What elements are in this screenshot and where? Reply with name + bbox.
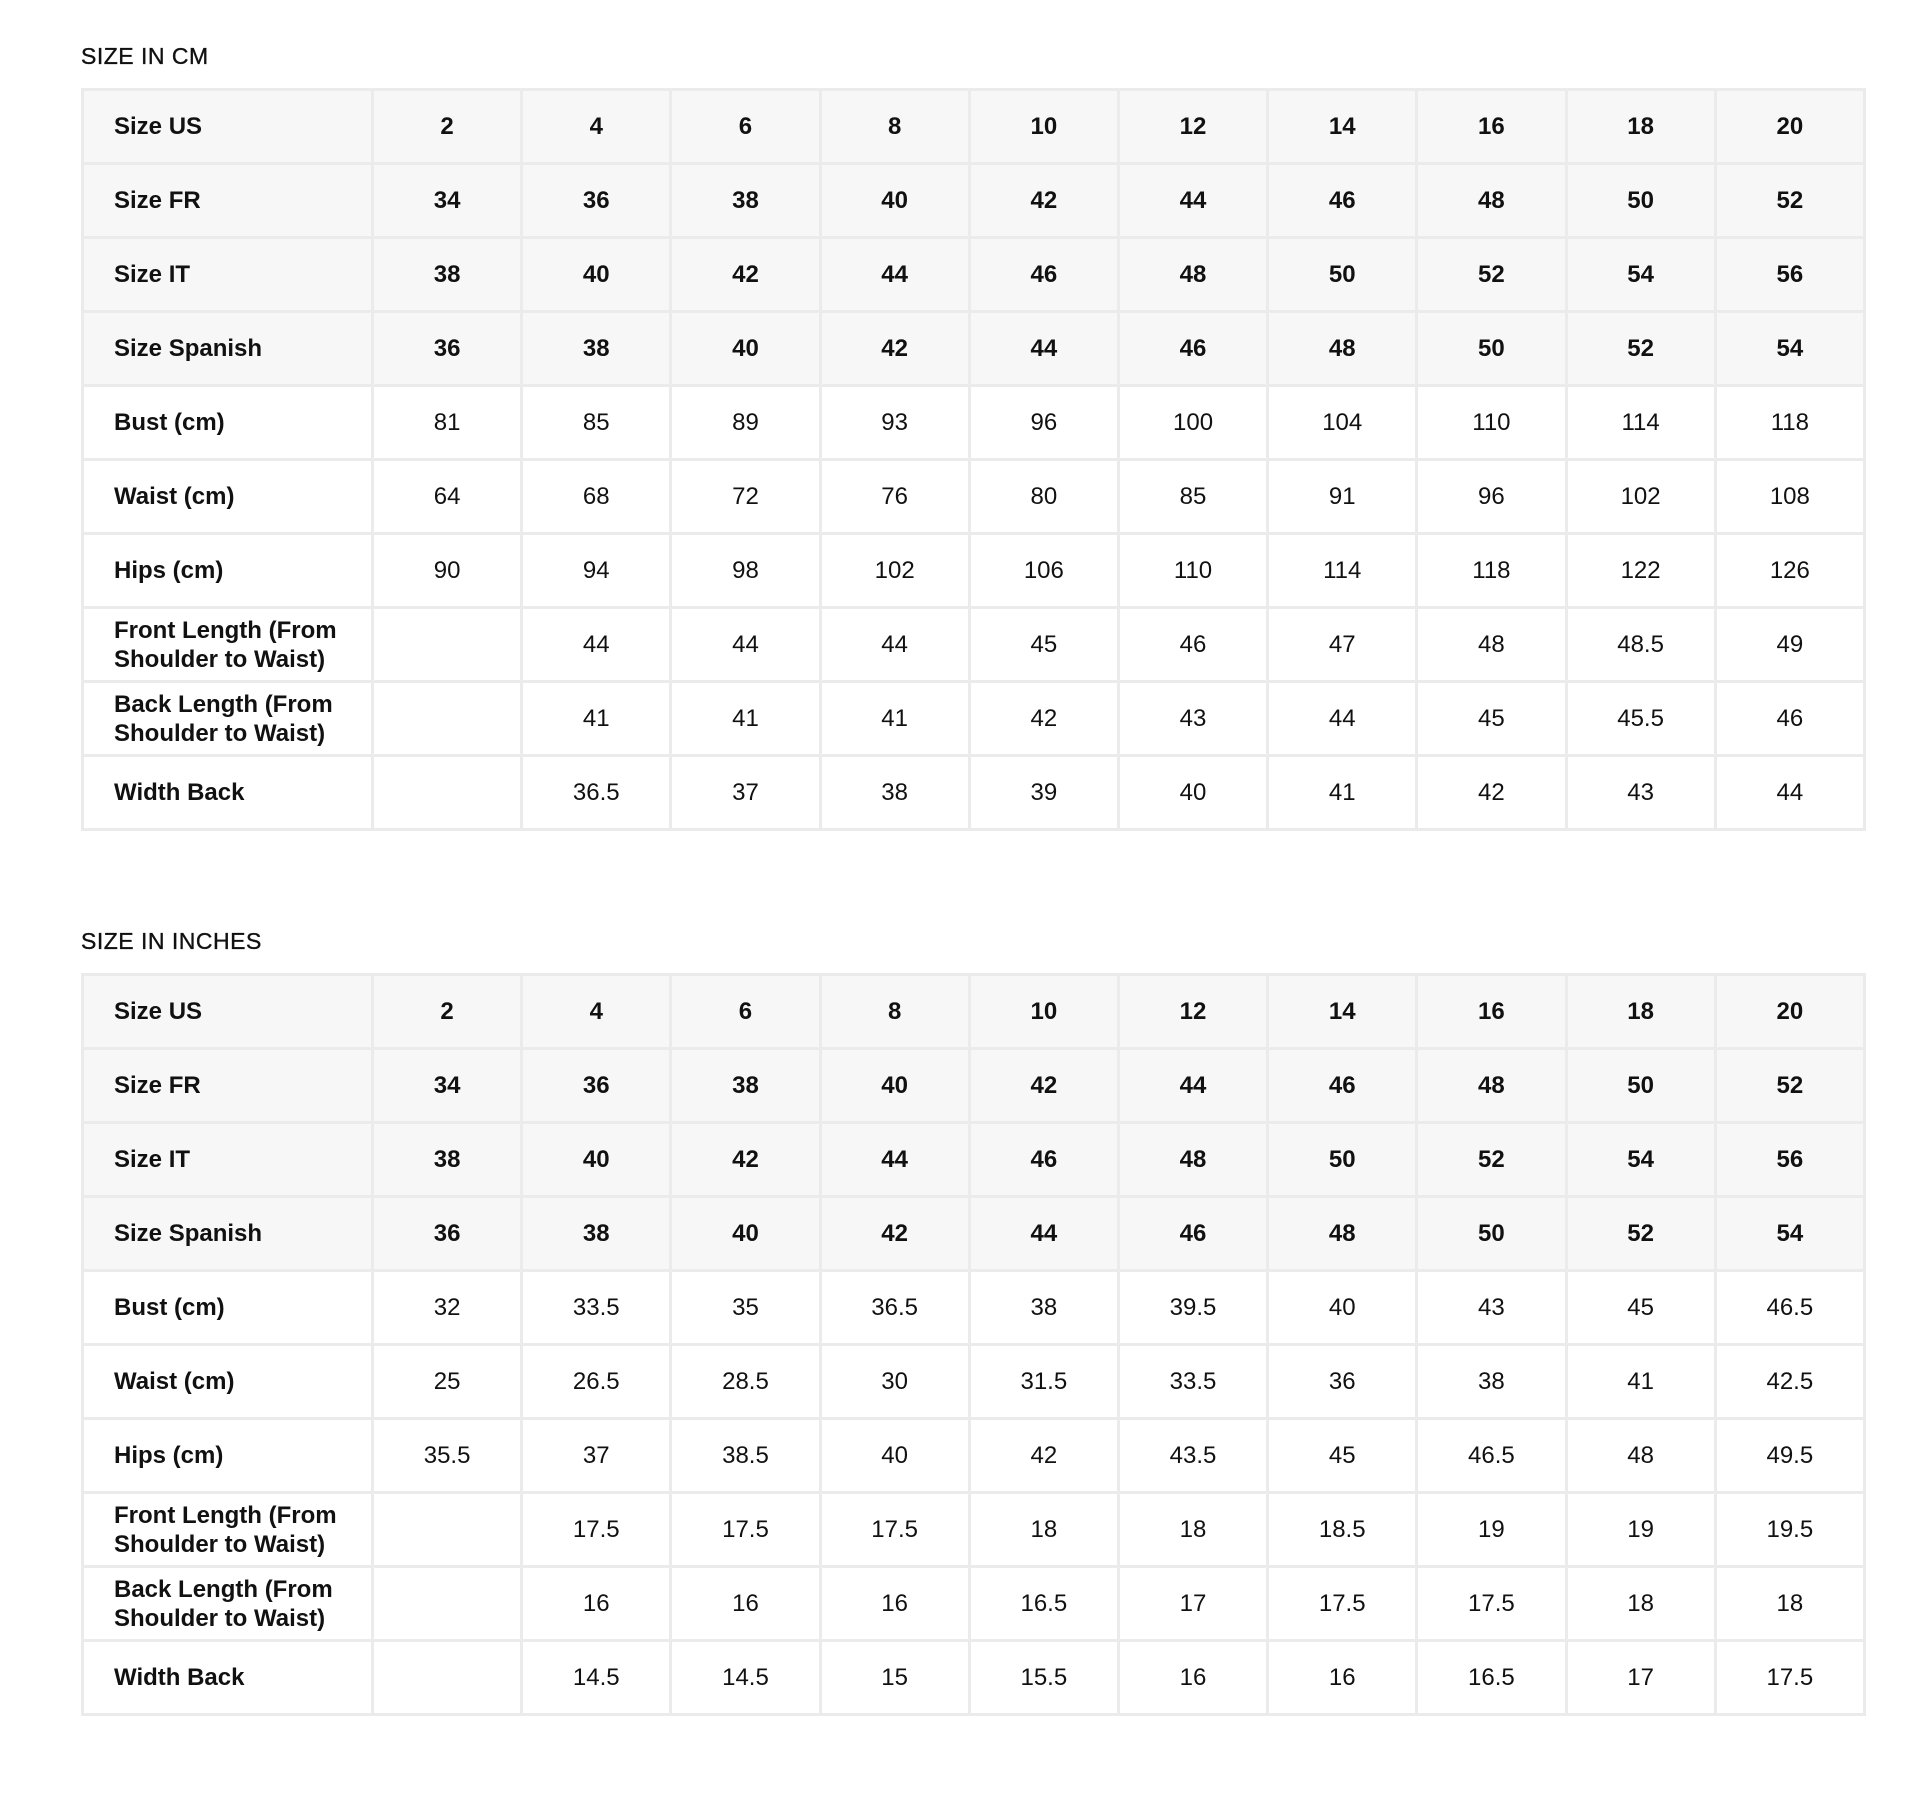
table-cell: 17.5 [522, 1493, 671, 1567]
table-cell: 44 [1118, 1049, 1267, 1123]
table-cell: 91 [1268, 460, 1417, 534]
table-cell: 8 [820, 975, 969, 1049]
table-cell: 16 [1118, 1641, 1267, 1715]
row-label: Waist (cm) [83, 1345, 373, 1419]
table-cell: 30 [820, 1345, 969, 1419]
table-cell: 46 [1118, 608, 1267, 682]
table-row [83, 312, 1865, 386]
table-cell: 48 [1566, 1419, 1715, 1493]
table-cell: 16 [522, 1567, 671, 1641]
table-cell: 44 [522, 608, 671, 682]
row-label: Size Spanish [83, 1197, 373, 1271]
table-cell: 36.5 [820, 1271, 969, 1345]
table-cell: 50 [1417, 312, 1566, 386]
table-cell [373, 608, 522, 682]
row-label: Width Back [83, 1641, 373, 1715]
table-cell: 6 [671, 975, 820, 1049]
table-cell: 40 [671, 312, 820, 386]
row-label: Hips (cm) [83, 1419, 373, 1493]
table-row [83, 164, 1865, 238]
table-cell: 126 [1715, 534, 1864, 608]
table-cell: 42 [820, 1197, 969, 1271]
row-label: Size FR [83, 1049, 373, 1123]
table-cell: 110 [1118, 534, 1267, 608]
table-cell: 38 [969, 1271, 1118, 1345]
table-cell: 46 [1268, 1049, 1417, 1123]
table-cell: 38 [522, 312, 671, 386]
table-cell: 48 [1118, 1123, 1267, 1197]
table-cell: 17.5 [671, 1493, 820, 1567]
table-cell: 6 [671, 90, 820, 164]
table-cell: 18 [1566, 90, 1715, 164]
table-cell: 52 [1417, 1123, 1566, 1197]
table-cell: 44 [969, 1197, 1118, 1271]
table-cell: 42 [671, 1123, 820, 1197]
table-cell [373, 1641, 522, 1715]
table-cell: 2 [373, 90, 522, 164]
table-cell: 42 [969, 164, 1118, 238]
table-row [83, 460, 1865, 534]
table-cell: 68 [522, 460, 671, 534]
table-cell: 26.5 [522, 1345, 671, 1419]
table-cell: 36 [373, 1197, 522, 1271]
table-cell: 20 [1715, 975, 1864, 1049]
table-cell: 85 [522, 386, 671, 460]
table-cell: 36 [1268, 1345, 1417, 1419]
table-cell: 106 [969, 534, 1118, 608]
size-table-cm [81, 88, 1866, 831]
table-cell: 45 [1268, 1419, 1417, 1493]
table-cell: 42.5 [1715, 1345, 1864, 1419]
table-row [83, 1123, 1865, 1197]
table-cell: 4 [522, 90, 671, 164]
table-cell: 2 [373, 975, 522, 1049]
table-cell: 17 [1566, 1641, 1715, 1715]
table-cell: 14.5 [671, 1641, 820, 1715]
table-cell: 41 [820, 682, 969, 756]
table-cell: 17.5 [1715, 1641, 1864, 1715]
table-cell: 108 [1715, 460, 1864, 534]
table-cell: 104 [1268, 386, 1417, 460]
row-label: Hips (cm) [83, 534, 373, 608]
table-cell: 18 [1566, 975, 1715, 1049]
row-label: Back Length (From Shoulder to Waist) [83, 682, 373, 756]
table-cell: 40 [671, 1197, 820, 1271]
table-cell: 76 [820, 460, 969, 534]
table-cell: 33.5 [522, 1271, 671, 1345]
table-cell: 48 [1417, 1049, 1566, 1123]
table-cell: 38 [373, 1123, 522, 1197]
table-cell: 43 [1566, 756, 1715, 830]
table-cell: 54 [1715, 1197, 1864, 1271]
table-cell: 16 [671, 1567, 820, 1641]
table-cell: 102 [820, 534, 969, 608]
table-cell: 56 [1715, 238, 1864, 312]
table-cell: 46.5 [1417, 1419, 1566, 1493]
table-cell: 20 [1715, 90, 1864, 164]
table-cell: 33.5 [1118, 1345, 1267, 1419]
table-row [83, 756, 1865, 830]
table-cell: 52 [1566, 1197, 1715, 1271]
row-label: Size Spanish [83, 312, 373, 386]
table-cell: 16.5 [1417, 1641, 1566, 1715]
row-label: Size IT [83, 1123, 373, 1197]
table-cell: 47 [1268, 608, 1417, 682]
table-cell: 18 [969, 1493, 1118, 1567]
table-cell: 43 [1417, 1271, 1566, 1345]
table-cell: 39 [969, 756, 1118, 830]
table-row [83, 682, 1865, 756]
table-cell: 34 [373, 1049, 522, 1123]
table-cell: 46.5 [1715, 1271, 1864, 1345]
row-label: Waist (cm) [83, 460, 373, 534]
table-cell: 46 [1715, 682, 1864, 756]
table-cell: 54 [1566, 1123, 1715, 1197]
table-cell: 36 [522, 164, 671, 238]
table-cell: 16 [1417, 90, 1566, 164]
table-cell: 40 [1268, 1271, 1417, 1345]
table-cell: 25 [373, 1345, 522, 1419]
table-cell: 42 [1417, 756, 1566, 830]
table-cell: 43 [1118, 682, 1267, 756]
table-row [83, 238, 1865, 312]
table-cell: 42 [969, 682, 1118, 756]
table-cell: 45 [1417, 682, 1566, 756]
table-cell: 17.5 [820, 1493, 969, 1567]
table-row [83, 975, 1865, 1049]
table-cell: 44 [969, 312, 1118, 386]
table-cell: 48 [1417, 608, 1566, 682]
table-cell: 14 [1268, 90, 1417, 164]
table-row [83, 1271, 1865, 1345]
table-cell: 44 [1715, 756, 1864, 830]
table-row [83, 1567, 1865, 1641]
table-cell: 17.5 [1417, 1567, 1566, 1641]
table-cell: 40 [522, 238, 671, 312]
table-cell: 38.5 [671, 1419, 820, 1493]
table-cell: 41 [522, 682, 671, 756]
table-cell: 46 [1118, 1197, 1267, 1271]
table-cell: 44 [1268, 682, 1417, 756]
table-row [83, 534, 1865, 608]
table-cell: 42 [820, 312, 969, 386]
table-cell: 38 [373, 238, 522, 312]
table-cell: 50 [1566, 164, 1715, 238]
table-cell: 48.5 [1566, 608, 1715, 682]
table-row [83, 1197, 1865, 1271]
table-cell: 14.5 [522, 1641, 671, 1715]
table-row [83, 90, 1865, 164]
table-cell: 14 [1268, 975, 1417, 1049]
table-cell [373, 1567, 522, 1641]
table-cell: 36 [522, 1049, 671, 1123]
table-cell: 40 [820, 164, 969, 238]
table-cell: 49.5 [1715, 1419, 1864, 1493]
table-cell: 64 [373, 460, 522, 534]
table-cell: 110 [1417, 386, 1566, 460]
table-row [83, 1049, 1865, 1123]
table-cell: 48 [1118, 238, 1267, 312]
table-cell: 40 [1118, 756, 1267, 830]
table-cell [373, 1493, 522, 1567]
table-cell: 100 [1118, 386, 1267, 460]
table-cell: 15.5 [969, 1641, 1118, 1715]
table-cell: 15 [820, 1641, 969, 1715]
table-cell: 96 [969, 386, 1118, 460]
table-cell: 44 [820, 1123, 969, 1197]
table-cell: 48 [1417, 164, 1566, 238]
table-cell: 18 [1118, 1493, 1267, 1567]
table-row [83, 608, 1865, 682]
table-cell: 45.5 [1566, 682, 1715, 756]
table-cell: 34 [373, 164, 522, 238]
table-cell: 4 [522, 975, 671, 1049]
table-cell: 45 [969, 608, 1118, 682]
table-cell: 38 [671, 1049, 820, 1123]
row-label: Size FR [83, 164, 373, 238]
table-cell: 17.5 [1268, 1567, 1417, 1641]
size-table-inches [81, 973, 1866, 1716]
table-cell: 37 [671, 756, 820, 830]
table-cell: 28.5 [671, 1345, 820, 1419]
table-cell: 16 [1417, 975, 1566, 1049]
row-label: Bust (cm) [83, 386, 373, 460]
table-cell: 40 [820, 1419, 969, 1493]
table-cell: 72 [671, 460, 820, 534]
table-cell: 18 [1566, 1567, 1715, 1641]
row-label: Bust (cm) [83, 1271, 373, 1345]
table-row [83, 1419, 1865, 1493]
table-cell: 50 [1417, 1197, 1566, 1271]
table-cell: 12 [1118, 975, 1267, 1049]
table-cell: 48 [1268, 1197, 1417, 1271]
table-cell: 44 [820, 608, 969, 682]
table-cell: 8 [820, 90, 969, 164]
table-cell: 46 [1268, 164, 1417, 238]
table-cell: 16.5 [969, 1567, 1118, 1641]
table-cell: 46 [969, 1123, 1118, 1197]
row-label: Front Length (From Shoulder to Waist) [83, 608, 373, 682]
table-row [83, 386, 1865, 460]
table-cell: 12 [1118, 90, 1267, 164]
table-cell: 48 [1268, 312, 1417, 386]
table-cell: 31.5 [969, 1345, 1118, 1419]
table-cell: 96 [1417, 460, 1566, 534]
table-cell: 52 [1715, 164, 1864, 238]
row-label: Width Back [83, 756, 373, 830]
table-cell: 38 [671, 164, 820, 238]
table-cell: 118 [1417, 534, 1566, 608]
table-cell: 52 [1715, 1049, 1864, 1123]
table-cell: 42 [969, 1419, 1118, 1493]
table-cell: 43.5 [1118, 1419, 1267, 1493]
table-cell: 81 [373, 386, 522, 460]
table-cell: 16 [820, 1567, 969, 1641]
table-cell: 44 [820, 238, 969, 312]
table-cell: 32 [373, 1271, 522, 1345]
table-cell: 36.5 [522, 756, 671, 830]
table-cell [373, 682, 522, 756]
table-cell: 40 [522, 1123, 671, 1197]
table-cell: 118 [1715, 386, 1864, 460]
table-cell: 50 [1268, 1123, 1417, 1197]
section-title: SIZE IN CM [81, 43, 209, 69]
table-cell: 52 [1417, 238, 1566, 312]
table-cell: 50 [1566, 1049, 1715, 1123]
table-cell: 90 [373, 534, 522, 608]
table-cell: 39.5 [1118, 1271, 1267, 1345]
table-cell: 10 [969, 975, 1118, 1049]
table-cell: 46 [969, 238, 1118, 312]
table-cell: 80 [969, 460, 1118, 534]
table-cell: 18 [1715, 1567, 1864, 1641]
row-label: Size US [83, 975, 373, 1049]
table-cell: 46 [1118, 312, 1267, 386]
table-cell: 42 [671, 238, 820, 312]
table-cell: 122 [1566, 534, 1715, 608]
table-cell: 52 [1566, 312, 1715, 386]
row-label: Size IT [83, 238, 373, 312]
table-cell: 102 [1566, 460, 1715, 534]
table-cell: 42 [969, 1049, 1118, 1123]
table-cell: 19 [1417, 1493, 1566, 1567]
table-cell: 44 [1118, 164, 1267, 238]
table-cell: 38 [1417, 1345, 1566, 1419]
table-cell: 36 [373, 312, 522, 386]
table-cell: 35 [671, 1271, 820, 1345]
table-cell: 18.5 [1268, 1493, 1417, 1567]
table-row [83, 1345, 1865, 1419]
table-cell: 17 [1118, 1567, 1267, 1641]
table-cell: 54 [1715, 312, 1864, 386]
table-cell: 41 [1566, 1345, 1715, 1419]
table-cell: 40 [820, 1049, 969, 1123]
table-row [83, 1641, 1865, 1715]
table-cell: 10 [969, 90, 1118, 164]
table-cell: 44 [671, 608, 820, 682]
table-cell: 37 [522, 1419, 671, 1493]
table-cell: 94 [522, 534, 671, 608]
table-cell: 19.5 [1715, 1493, 1864, 1567]
table-cell: 114 [1566, 386, 1715, 460]
table-cell: 41 [671, 682, 820, 756]
table-cell: 54 [1566, 238, 1715, 312]
row-label: Size US [83, 90, 373, 164]
table-cell: 49 [1715, 608, 1864, 682]
table-cell: 89 [671, 386, 820, 460]
table-row [83, 1493, 1865, 1567]
table-cell: 50 [1268, 238, 1417, 312]
table-cell: 19 [1566, 1493, 1715, 1567]
table-cell: 41 [1268, 756, 1417, 830]
table-cell: 98 [671, 534, 820, 608]
table-cell: 35.5 [373, 1419, 522, 1493]
table-cell: 56 [1715, 1123, 1864, 1197]
table-cell: 38 [522, 1197, 671, 1271]
table-cell [373, 756, 522, 830]
table-cell: 38 [820, 756, 969, 830]
table-cell: 16 [1268, 1641, 1417, 1715]
table-cell: 45 [1566, 1271, 1715, 1345]
table-cell: 93 [820, 386, 969, 460]
row-label: Front Length (From Shoulder to Waist) [83, 1493, 373, 1567]
table-cell: 114 [1268, 534, 1417, 608]
table-cell: 85 [1118, 460, 1267, 534]
section-title: SIZE IN INCHES [81, 928, 262, 954]
row-label: Back Length (From Shoulder to Waist) [83, 1567, 373, 1641]
